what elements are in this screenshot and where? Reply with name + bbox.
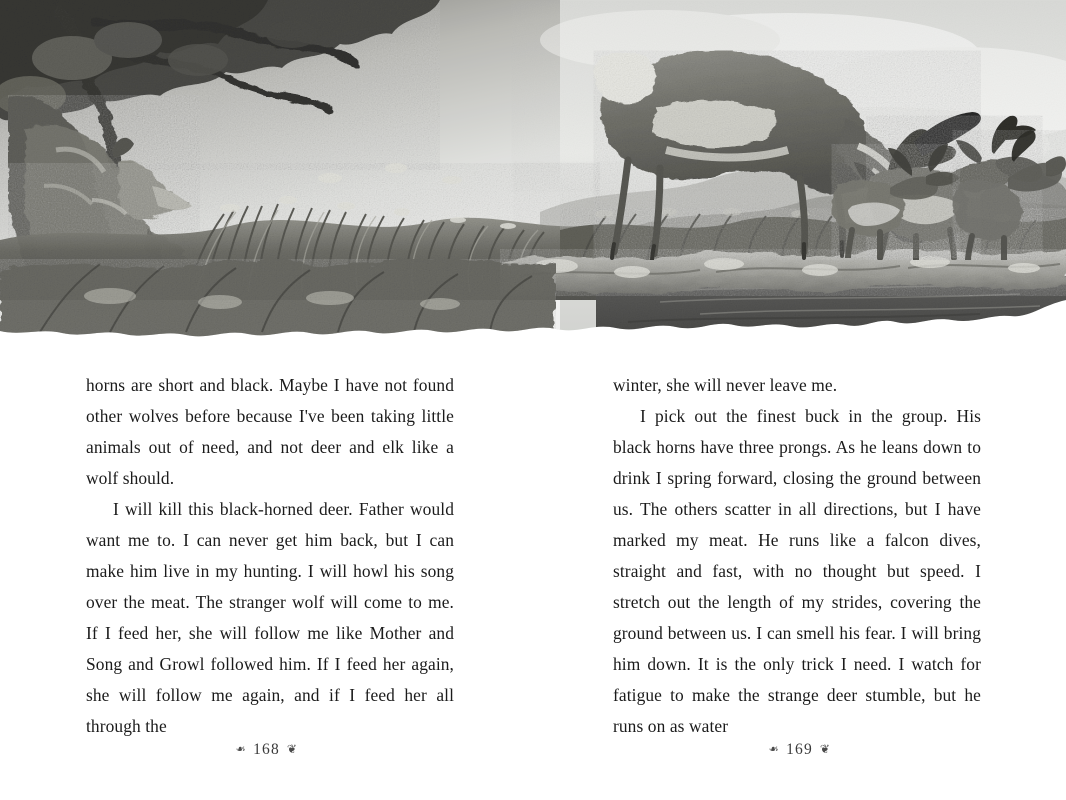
leaf-ornament-icon: ❦ <box>819 742 832 756</box>
paragraph: winter, she will never leave me. <box>613 375 838 395</box>
illustration-artwork <box>0 0 1066 340</box>
page-number: 169 <box>786 740 813 758</box>
text-area <box>0 340 1066 800</box>
leaf-ornament-icon: ❦ <box>286 742 299 756</box>
page-left <box>0 340 533 800</box>
page-right <box>533 340 1066 800</box>
paragraph: I pick out the finest buck in the group. His black horns have three prongs. As he leans down to drink I spring forward, closing the ground between us. The others scatter in all directions, but I have marked my meat. He runs like a falcon dives, straight and fast, with no thought but speed. I stretch out the length of my strides, covering the ground between us. I can smell his fear. I will bring him down. It is the only trick I need. I watch for fatigue to make the strange deer stumble, but he runs on as water <box>613 406 981 736</box>
body-text-right-column <box>613 370 981 742</box>
page-number: 168 <box>253 740 280 758</box>
body-text-left-column <box>86 370 454 742</box>
leaf-ornament-icon: ❧ <box>767 742 780 756</box>
folio-left <box>0 740 533 759</box>
paragraph: horns are short and black. Maybe I have not found other wolves before because I've been taking little animals out of need, and not deer and elk like a wolf should. <box>86 375 454 488</box>
leaf-ornament-icon: ❧ <box>234 742 247 756</box>
paragraph: I will kill this black-horned deer. Father would want me to. I can never get him back, but I can make him live in my hunting. I will howl his song over the meat. The stranger wolf will come to me. If I feed her, she will follow me like Mother and Song and Growl followed him. If I feed her again, she will follow me again, and if I feed her all through the <box>86 499 454 736</box>
folio-right <box>533 740 1066 759</box>
chapter-illustration <box>0 0 1066 340</box>
